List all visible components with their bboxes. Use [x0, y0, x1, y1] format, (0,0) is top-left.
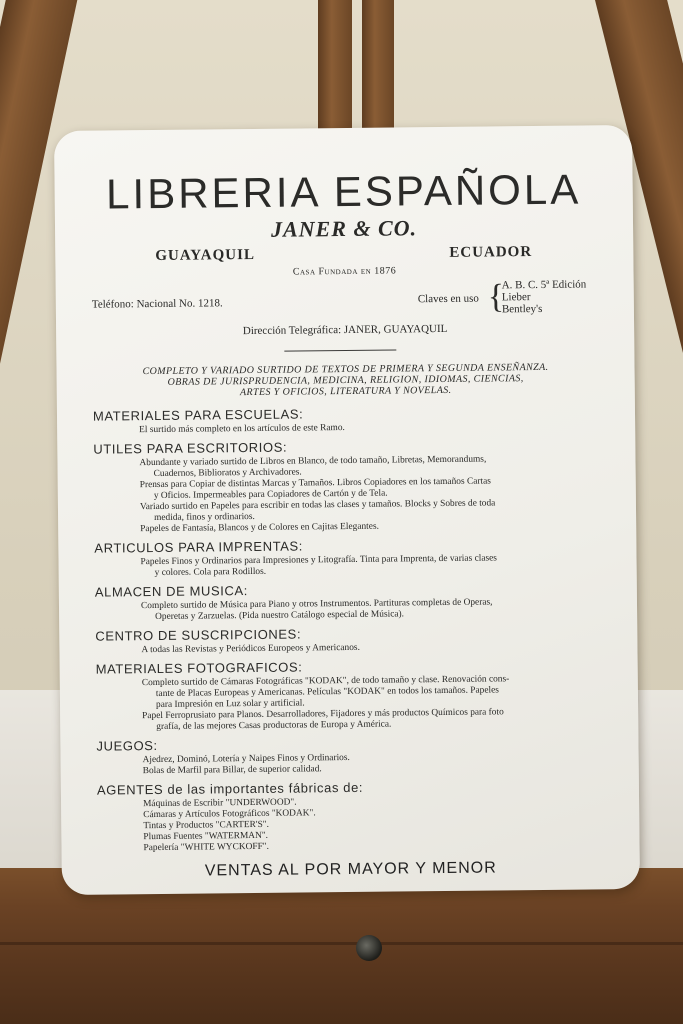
section-agentes — [97, 777, 618, 854]
section-line: Operetas y Zarzuelas. (Pida nuestro Catálogo especial de Música). — [155, 609, 405, 623]
intro-line: COMPLETO Y VARIADO SURTIDO DE TEXTOS DE PRIMERA Y SEGUNDA ENSEÑANZA. — [142, 361, 549, 378]
section-line: Cuadernos, Biblioratos y Archivadores. — [153, 467, 302, 480]
section-fotograficos — [96, 656, 617, 733]
section-heading: UTILES PARA ESCRITORIOS: — [93, 439, 288, 457]
section-line: grafía, de las mejores Casas productoras de Europa y América. — [156, 719, 392, 733]
telegraph-address: Dirección Telegráfica: JANER, GUAYAQUIL — [242, 322, 448, 338]
city-right: ECUADOR — [449, 244, 533, 261]
section-heading: MATERIALES PARA ESCUELAS: — [92, 406, 304, 424]
section-line: Completo surtido de Música para Piano y otros Instrumentos. Partituras completas de Operas, — [140, 597, 493, 612]
section-juegos — [96, 733, 616, 777]
section-heading: CENTRO DE SUSCRIPCIONES: — [95, 626, 302, 644]
section-line: Papel Ferroprusiato para Planos. Desarrolladores, Fijadores y más productos Químicos para foto — [142, 707, 504, 722]
clave-item: Lieber — [501, 291, 531, 304]
phone-line: Teléfono: Nacional No. 1218. — [91, 297, 223, 311]
divider-rule — [284, 349, 396, 351]
section-escritorios — [93, 436, 614, 535]
section-line: y colores. Cola para Rodillos. — [154, 566, 267, 579]
section-heading: MATERIALES FOTOGRAFICOS: — [95, 659, 303, 677]
section-line: Variado surtido en Papeles para escribir en todas las clases y tamaños. Blocks y Sobres de toda — [139, 498, 496, 513]
ledge-groove — [0, 942, 683, 945]
section-escuelas — [93, 403, 613, 436]
advertising-card — [54, 125, 640, 895]
section-line: Completo surtido de Cámaras Fotográficas "KODAK", de todo tamaño y clase. Renovación cons- — [141, 674, 510, 689]
section-line: Prensas para Copiar de distintas Marcas y Tamaños. Libros Copiadores en los tamaños Cartas — [139, 476, 491, 491]
section-line: y Oficios. Impermeables para Copiadores de Cartón y de Tela. — [153, 488, 388, 502]
section-line: Bolas de Marfil para Billar, de superior calidad. — [142, 764, 322, 777]
clave-item: A. B. C. 5ª Edición — [501, 278, 587, 292]
section-line: tante de Placas Europeas y Americanas. Películas "KODAK" en todos los tamaños. Papeles — [155, 685, 499, 700]
section-line: para Impresión en Luz solar y artificial. — [155, 698, 305, 711]
section-line: Abundante y variado surtido de Libros en Blanco, de todo tamaño, Libretas, Memorandums, — [139, 454, 487, 469]
section-imprentas — [94, 535, 614, 579]
city-left: GUAYAQUIL — [155, 246, 256, 264]
intro-block — [56, 361, 634, 400]
section-line: Ajedrez, Dominó, Lotería y Naipes Finos y Ordinarios. — [142, 752, 350, 766]
claves-list — [502, 278, 587, 315]
section-musica — [95, 579, 615, 623]
brace-glyph: { — [487, 278, 505, 316]
section-heading: JUEGOS: — [96, 737, 158, 754]
section-line: A todas las Revistas y Periódicos Europeos y Americanos. — [141, 642, 360, 656]
sections-list — [93, 403, 618, 859]
card-title: LIBRERIA ESPAÑOLA — [105, 165, 582, 218]
section-line: Cámaras y Artículos Fotográficos "KODAK". — [143, 808, 316, 821]
section-heading: ALMACEN DE MUSICA: — [94, 583, 249, 600]
section-line: medida, finos y ordinarios. — [154, 511, 255, 524]
card-footer: VENTAS AL POR MAYOR Y MENOR — [204, 859, 497, 880]
section-line: Papelería "WHITE WYCKOFF". — [143, 841, 270, 854]
founded-note: Casa Fundada en 1876 — [292, 265, 397, 278]
card-subtitle: JANER & CO. — [270, 215, 418, 242]
section-line: El surtido más completo en los artículos de este Ramo. — [139, 423, 345, 436]
section-heading: AGENTES de las importantes fábricas de: — [96, 779, 364, 798]
clave-item: Bentley's — [501, 302, 543, 316]
section-line: Máquinas de Escribir "UNDERWOOD". — [143, 797, 297, 810]
easel-leg-center — [318, 0, 352, 140]
intro-line: OBRAS DE JURISPRUDENCIA, MEDICINA, RELIGION, IDIOMAS, CIENCIAS, — [167, 373, 524, 388]
section-line: Papeles Finos y Ordinarios para Impresiones y Litografía. Tinta para Imprenta, de varias clases — [140, 553, 497, 568]
section-line: Papeles de Fantasía, Blancos y de Colores en Cajitas Elegantes. — [140, 521, 379, 535]
claves-label: Claves en uso — [417, 292, 479, 306]
section-suscripciones — [95, 623, 615, 656]
section-line: Plumas Fuentes "WATERMAN". — [143, 830, 269, 843]
easel-leg-center-back — [362, 0, 394, 140]
intro-line: ARTES Y OFICIOS, LITERATURA Y NOVELAS. — [239, 384, 452, 399]
section-line: Tintas y Productos "CARTER'S". — [143, 819, 270, 832]
section-heading: ARTICULOS PARA IMPRENTAS: — [94, 538, 304, 556]
easel-knob — [356, 935, 382, 961]
